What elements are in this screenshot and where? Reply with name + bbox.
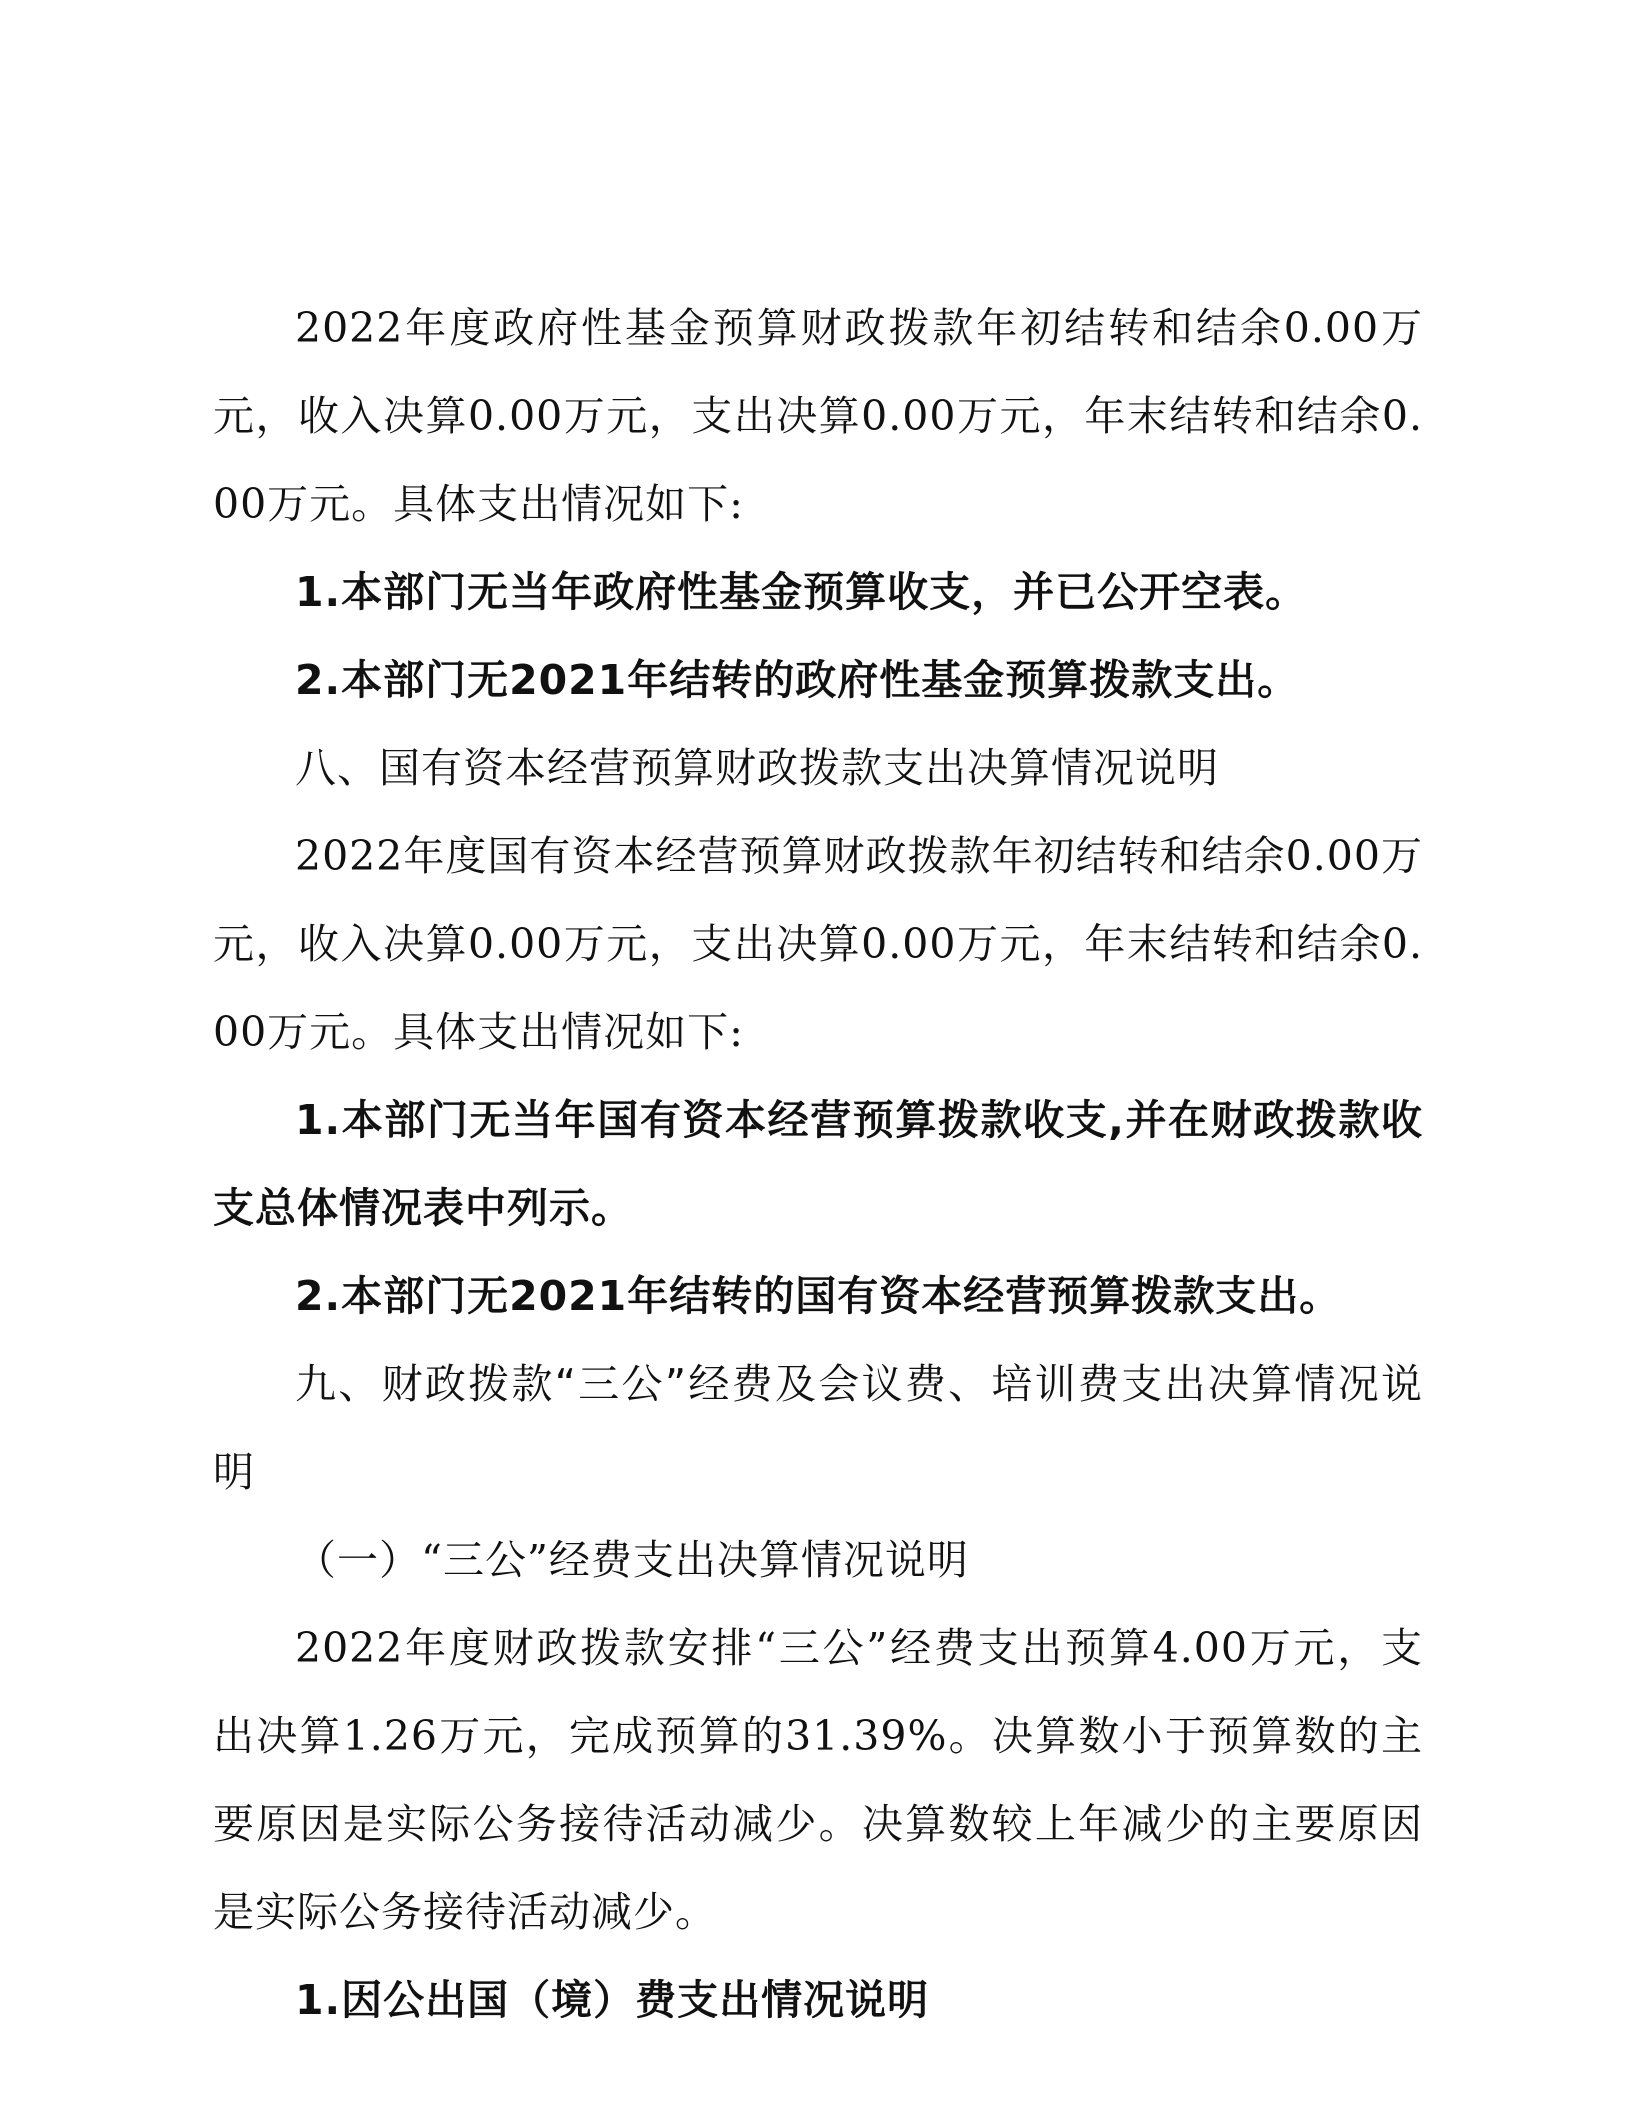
paragraph-gov-fund-item-2: 2.本部门无2021年结转的政府性基金预算拨款支出。: [295, 656, 1300, 704]
subsection-heading-1: （一）“三公”经费支出决算情况说明: [295, 1536, 969, 1584]
document-body: [213, 284, 1423, 2044]
paragraph-three-public-summary: 2022年度财政拨款安排“三公”经费支出预算4.00万元，支出决算1.26万元，完成预算的31.39%。决算数小于预算数的主要原因是实际公务接待活动减少。决算数较上年减少的主要原因是实际公务接待活动减少。: [213, 1624, 1423, 1936]
paragraph-overseas-travel-heading: 1.因公出国（境）费支出情况说明: [295, 1976, 930, 2024]
paragraph-state-capital-item-1: 1.本部门无当年国有资本经营预算拨款收支,并在财政拨款收支总体情况表中列示。: [213, 1096, 1423, 1232]
paragraph-gov-fund-item-1: 1.本部门无当年政府性基金预算收支，并已公开空表。: [295, 568, 1308, 616]
paragraph-state-capital-summary: 2022年度国有资本经营预算财政拨款年初结转和结余0.00万元，收入决算0.00万元，支出决算0.00万元，年末结转和结余0.00万元。具体支出情况如下:: [213, 832, 1423, 1056]
paragraph-state-capital-item-2: 2.本部门无2021年结转的国有资本经营预算拨款支出。: [295, 1272, 1342, 1320]
section-heading-9: 九、财政拨款“三公”经费及会议费、培训费支出决算情况说明: [213, 1360, 1423, 1496]
paragraph-gov-fund-summary: 2022年度政府性基金预算财政拨款年初结转和结余0.00万元，收入决算0.00万元，支出决算0.00万元，年末结转和结余0.00万元。具体支出情况如下:: [213, 304, 1423, 528]
section-heading-8: 八、国有资本经营预算财政拨款支出决算情况说明: [295, 744, 1219, 792]
